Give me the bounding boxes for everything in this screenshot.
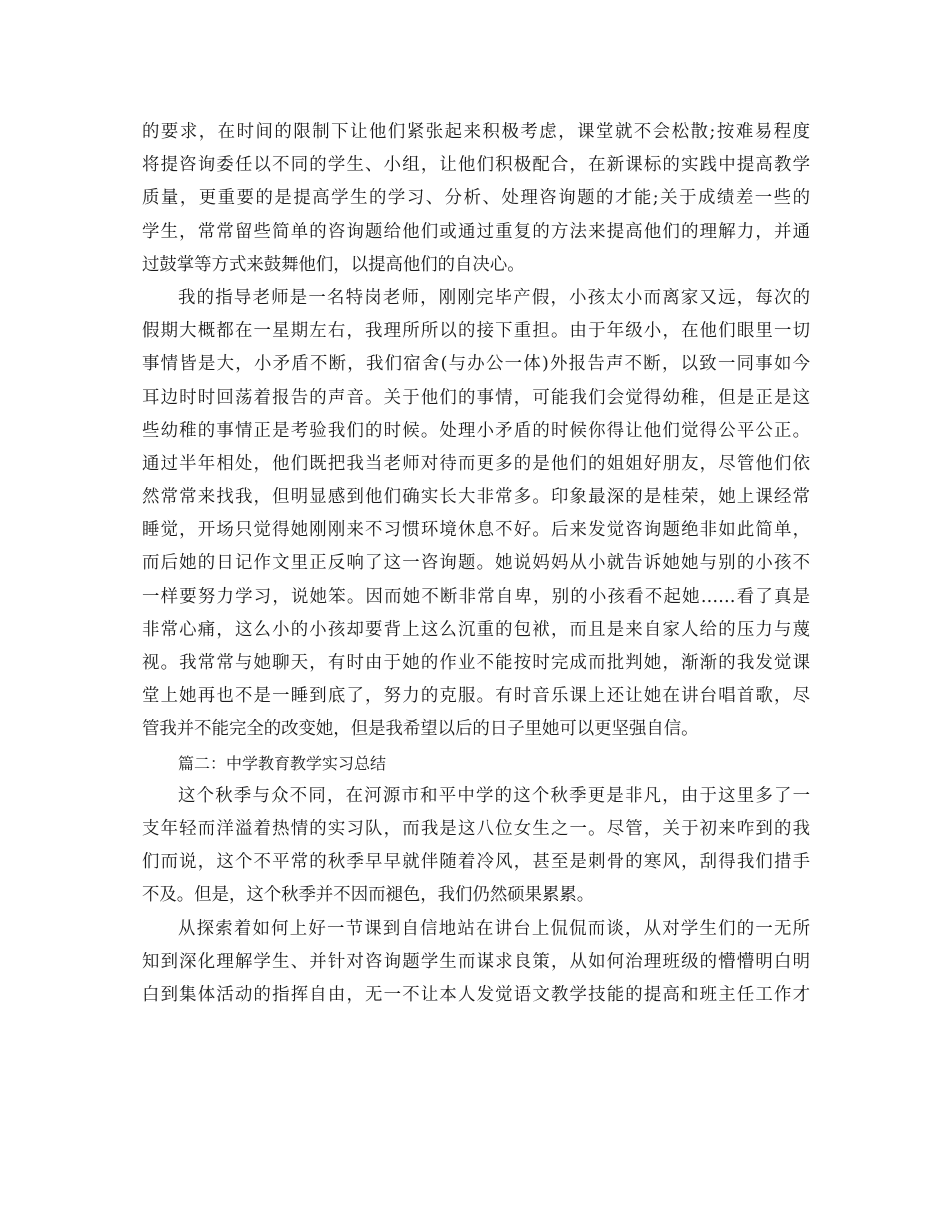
text-line: 的要求，在时间的限制下让他们紧张起来积极考虑，课堂就不会松散;按难易程度 [142,122,810,142]
text-line: 们而说，这个不平常的秋季早早就伴随着冷风，甚至是刺骨的寒风，刮得我们措手 [142,852,810,873]
paragraph-2 [142,282,810,747]
text-line: 堂上她再也不是一睡到底了，努力的克服。有时音乐课上还让她在讲台唱首歌，尽 [142,686,810,707]
text-line: 知到深化理解学生、并针对咨询题学生而谋求良策，从如何治理班级的懵懵明白明 [142,951,810,972]
text-line: 非常心痛，这么小的小孩却要背上这么沉重的包袱，而且是来自家人给的压力与蔑 [142,619,810,640]
text-line: 假期大概都在一星期左右，我理所所以的接下重担。由于年级小，在他们眼里一切 [142,321,810,342]
text-line: 白到集体活动的指挥自由，无一不让本人发觉语文教学技能的提高和班主任工作才 [142,984,810,1005]
text-line: 耳边时时回荡着报告的声音。关于他们的事情，可能我们会觉得幼稚，但是正是这 [142,387,810,408]
text-line: 管我并不能完全的改变她，但是我希望以后的日子里她可以更坚强自信。 [142,719,699,740]
section-heading: 篇二：中学教育教学实习总结 [178,753,387,773]
text-line: 这个秋季与众不同，在河源市和平中学的这个秋季更是非凡，由于这里多了一 [178,785,810,806]
text-line: 而后她的日记作文里正反响了这一咨询题。她说妈妈从小就告诉她她与别的小孩不 [142,553,810,574]
paragraph-1 [142,116,810,282]
text-line: 我的指导老师是一名特岗老师，刚刚完毕产假，小孩太小而离家又远，每次的 [178,287,810,308]
text-line: 过鼓掌等方式来鼓舞他们，以提高他们的自决心。 [142,254,525,275]
text-line: 通过半年相处，他们既把我当老师对待而更多的是他们的姐姐好朋友，尽管他们依 [142,453,810,474]
text-line: 不及。但是，这个秋季并不因而褪色，我们仍然硕果累累。 [142,885,595,906]
text-line: 一样要努力学习，说她笨。因而她不断非常自卑，别的小孩看不起她……看了真是 [142,586,810,607]
text-line: 些幼稚的事情正是考验我们的时候。处理小矛盾的时候你得让他们觉得公平公正。 [142,420,810,441]
document-page [142,116,810,1012]
paragraph-4 [142,913,810,1013]
text-line: 支年轻而洋溢着热情的实习队，而我是这八位女生之一。尽管，关于初来咋到的我 [142,818,810,839]
text-line: 将提咨询委任以不同的学生、小组，让他们积极配合，在新课标的实践中提高教学 [142,155,810,176]
text-line: 视。我常常与她聊天，有时由于她的作业不能按时完成而批判她，渐渐的我发觉课 [142,653,810,673]
text-line: 然常常来找我，但明显感到他们确实长大非常多。印象最深的是桂荣，她上课经常 [142,487,810,508]
text-line: 事情皆是大，小矛盾不断，我们宿舍(与办公一体)外报告声不断，以致一同事如今 [142,354,810,375]
text-line: 质量，更重要的是提高学生的学习、分析、处理咨询题的才能;关于成绩差一些的 [142,188,810,209]
paragraph-3 [142,780,810,913]
text-line: 学生，常常留些简单的咨询题给他们或通过重复的方法来提高他们的理解力，并通 [142,221,810,242]
text-line: 睡觉，开场只觉得她刚刚来不习惯环境休息不好。后来发觉咨询题绝非如此简单， [142,520,810,541]
text-line: 从探索着如何上好一节课到自信地站在讲台上侃侃而谈，从对学生们的一无所 [178,918,810,939]
